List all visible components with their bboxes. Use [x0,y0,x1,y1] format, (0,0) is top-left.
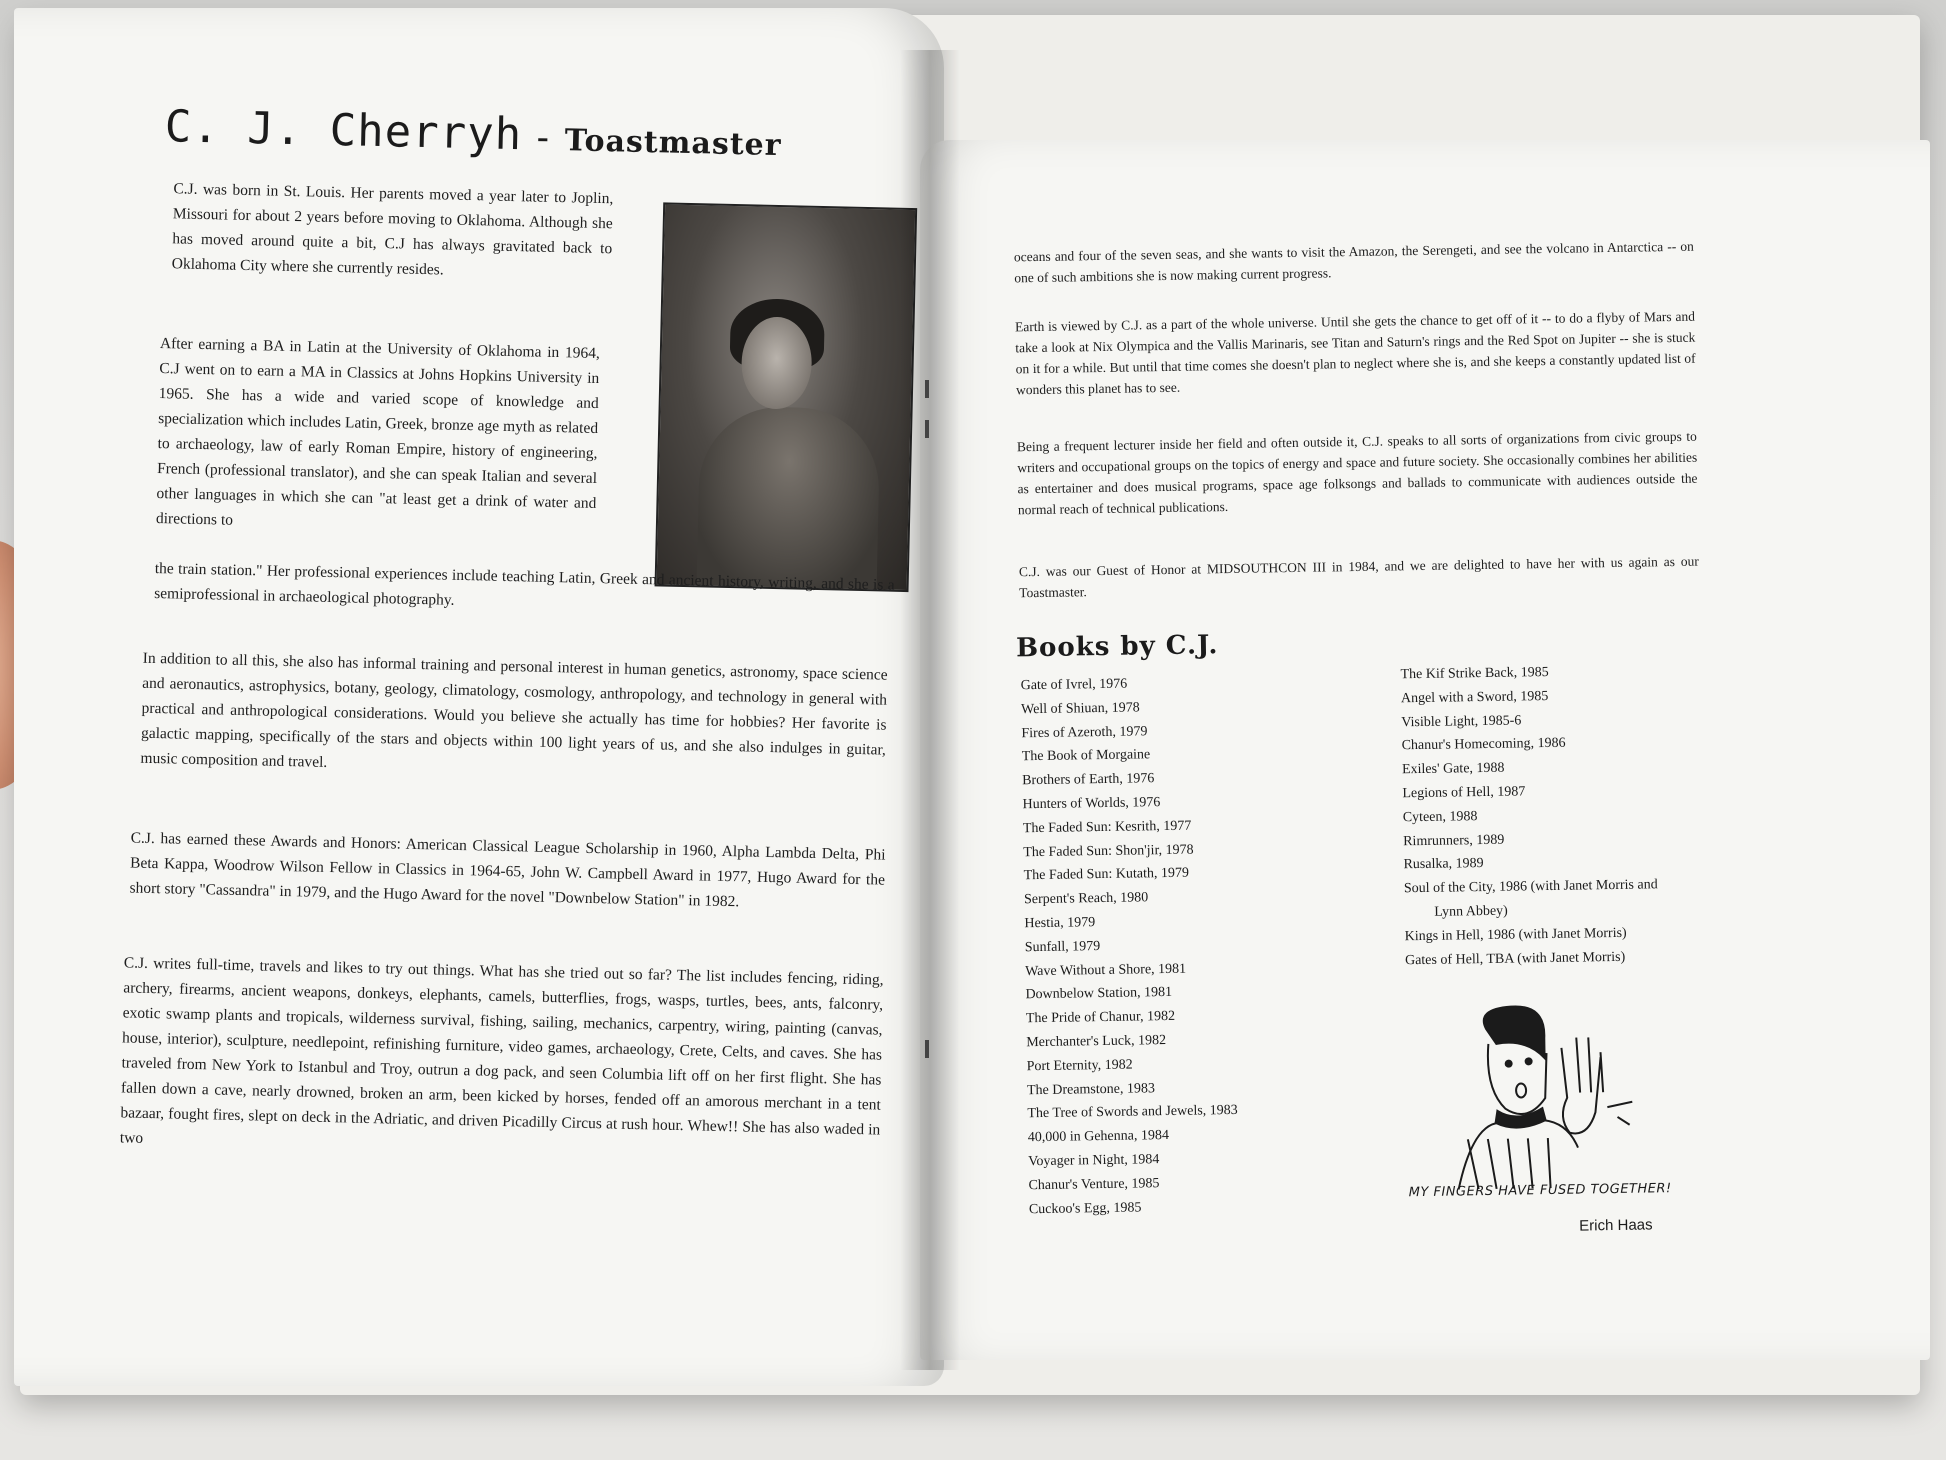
right-page-content [912,132,1941,1368]
list-item: The Faded Sun: Kesrith, 1977 [1022,818,1192,837]
list-item: Gate of Ivrel, 1976 [1020,676,1128,694]
list-item: Legions of Hell, 1987 [1402,784,1526,802]
bio-paragraph-hobbies: C.J. writes full-time, travels and likes to try out things. What has she tried out so far? The list includes fencing, riding, archery, firearms, ancient weapons, donkeys, elephants, camels, butterflies, frogs, wasps, turtles, bees, ants, falconry, exotic swamp plants and tropicals, wilderness survival, fishing, sailing, mechanics, carpentry, wiring, painting (canvas, house, interior), sculpture, needlepoint, refinishing furniture, video games, archaeology, Crete, Celts, and caves. She has traveled from New York to Istanbul and Troy, outrun a dog pack, and seen Columbia lift off on her first flight. She has fallen down a cave, nearly drowned, broken an arm, been kicked by horses, fended off an amorous merchant in a tent bazaar, fought fires, slept on deck in the Adriatic, and driven Picadilly Circus at rush hour. Whew!! She has also waded in two [119,954,884,1147]
list-item: The Kif Strike Back, 1985 [1400,664,1549,683]
list-item: Exiles' Gate, 1988 [1401,760,1505,778]
list-item: The Tree of Swords and Jewels, 1983 [1027,1103,1238,1122]
list-item: Voyager in Night, 1984 [1028,1152,1160,1170]
list-item: 40,000 in Gehenna, 1984 [1027,1128,1170,1146]
list-item: Well of Shiuan, 1978 [1020,700,1140,718]
list-item: Merchanter's Luck, 1982 [1026,1032,1167,1051]
title-role: Toastmaster [564,123,782,164]
list-item: Cuckoo's Egg, 1985 [1028,1199,1142,1217]
bio-paragraph-awards: C.J. has earned these Awards and Honors: American Classical League Scholarship in 1960, Alpha Lambda Delta, Phi Beta Kappa, Woodrow Wilson Fellow in Classics in 1964-65, John W. Campbell Award in 1977, Hugo Award for the short story "Cassandra" in 1979, and the Hugo Award for the novel "Downbelow Station" in 1982. [129,829,886,911]
list-item: Sunfall, 1979 [1024,938,1101,956]
list-item: Cyteen, 1988 [1402,808,1478,826]
bio-paragraph-2: After earning a BA in Latin at the University of Oklahoma in 1964, C.J went on to earn a MA in Classics at Johns Hopkins University in 1965. She has a wide and varied scope of knowledge and specialization which includes Latin, Greek, bronze age myth as related to archaeology, law of early Roman Empire, history of engineering, French (professional translator), and she can speak Italian and several other languages in which she can "at least get a drink of water and directions to [155,335,601,529]
left-page [14,8,944,1386]
bio-paragraph-2-continued: the train station." Her professional experiences include teaching Latin, Greek and ancient history, writing, and she is a semiprofessional in archaeological photography. [154,559,895,609]
list-item: The Book of Morgaine [1021,747,1151,765]
list-item: The Faded Sun: Kutath, 1979 [1023,866,1190,884]
guest-of-honor-paragraph: C.J. was our Guest of Honor at MIDSOUTHCON III in 1984, and we are delighted to have her with us again as our Toastmaster. [1018,553,1699,601]
left-page-content [0,0,957,1397]
list-item: Fires of Azeroth, 1979 [1021,723,1148,741]
staple [925,380,929,398]
list-item: Lynn Abbey) [1434,903,1508,920]
book-list-column-2 [1400,657,1785,972]
list-item: The Pride of Chanur, 1982 [1025,1009,1176,1027]
cartoon-caption: MY FINGERS HAVE FUSED TOGETHER! [1408,1181,1672,1201]
list-item: Rimrunners, 1989 [1403,832,1505,849]
staple [925,420,929,438]
book-gutter [900,50,960,1370]
continued-paragraph: oceans and four of the seven seas, and she wants to visit the Amazon, the Serengeti, and see the volcano in Antarctica -- on one of such ambitions she is now making current progress. [1013,238,1694,286]
photo-figure-body [697,405,881,589]
list-item: Rusalka, 1989 [1403,856,1484,873]
list-item: Visible Light, 1985-6 [1401,713,1522,730]
list-item: Soul of the City, 1986 (with Janet Morris and [1403,877,1658,897]
list-item: The Faded Sun: Shon'jir, 1978 [1023,842,1194,860]
list-item: Hunters of Worlds, 1976 [1022,795,1161,813]
bio-paragraph-1: C.J. was born in St. Louis. Her parents moved a year later to Joplin, Missouri for about 2 years before moving to Oklahoma. Although she has moved around quite a bit, C.J has always gravitated back to Oklahoma City where she currently resides. [171,180,614,279]
list-item: Hestia, 1979 [1024,915,1096,932]
title-name: C. J. Cherryh [164,101,523,161]
list-item: Chanur's Venture, 1985 [1028,1175,1160,1193]
list-item: Kings in Hell, 1986 (with Janet Morris) [1404,925,1627,945]
list-item: The Dreamstone, 1983 [1026,1080,1156,1098]
cartoon-illustration [1416,996,1700,1240]
cartoon-credit: Erich Haas [1579,1216,1653,1235]
photo-figure-face [741,316,813,410]
books-heading: Books by C.J. [1015,630,1219,664]
list-item: Brothers of Earth, 1976 [1022,771,1155,789]
list-item: Angel with a Sword, 1985 [1400,688,1549,707]
lecturer-paragraph: Being a frequent lecturer inside her field and often outside it, C.J. speaks to all sorts of organizations from civic groups to writers and occupational groups on the topics of energy and space and future society. She occasionally combines her abilities as entertainer and does musical programs, space age folksongs and ballads to communicate with audiences outside the normal reach of technical publications. [1016,428,1698,518]
list-item: Chanur's Homecoming, 1986 [1401,736,1566,754]
list-item: Wave Without a Shore, 1981 [1025,961,1187,979]
book-list-column-1 [1020,669,1389,1222]
bio-paragraph-3: In addition to all this, she also has informal training and personal interest in human genetics, astronomy, space science and aeronautics, astrophysics, botany, geology, climatology, cosmology, anthropology, and technology in general with practical and anthropological considerations. Would you believe she actually has time for hobbies? Her favorite is galactic mapping, specifically of the stars and objects within 100 light years of us, and she also indulges in guitar, music composition and travel. [140,649,888,771]
author-photo [655,202,918,592]
right-page [920,140,1930,1360]
list-item: Downbelow Station, 1981 [1025,985,1173,1003]
page-title [164,101,782,166]
list-item: Port Eternity, 1982 [1026,1057,1133,1074]
list-item: Serpent's Reach, 1980 [1023,890,1149,908]
list-item: Gates of Hell, TBA (with Janet Morris) [1404,949,1626,968]
staple [925,1040,929,1058]
title-dash: - [531,117,556,159]
earth-paragraph: Earth is viewed by C.J. as a part of the whole universe. Until she gets the chance to get off of it -- to do a flyby of Mars and take a look at Nix Olympica and the Vallis Marinaris, see Titan and Saturn's rings and the Red Spot on Jupiter -- she is stuck on it for a while. But until that time comes she doesn't plan to neglect where she is, and she keeps a constantly updated list of wonders this planet has to see. [1014,308,1696,398]
